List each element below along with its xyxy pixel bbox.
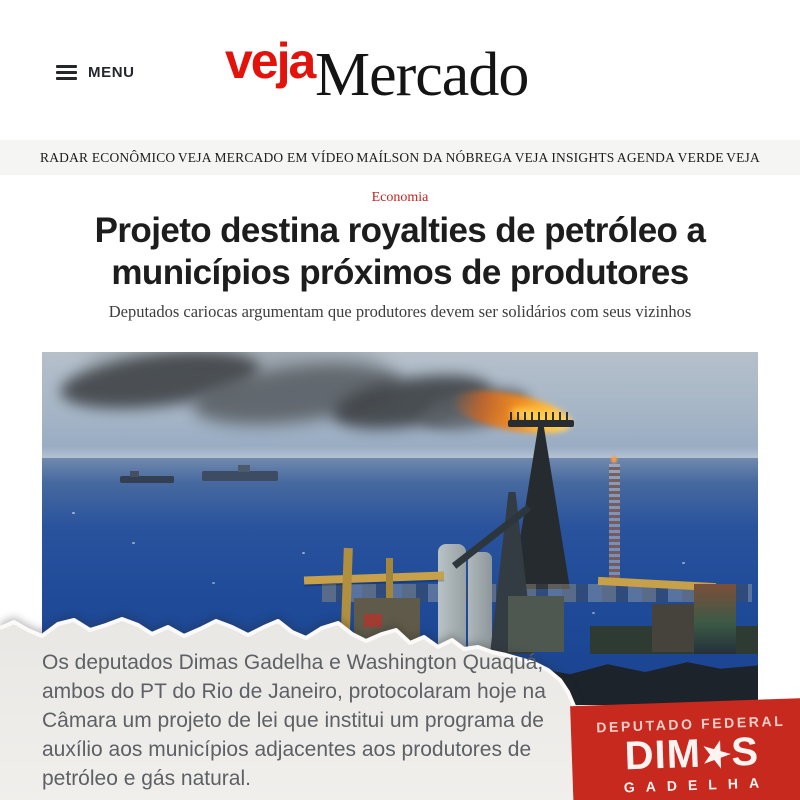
top-navigation bbox=[0, 140, 800, 175]
hamburger-icon bbox=[56, 65, 77, 80]
nav-item-radar-economico[interactable]: RADAR ECONÔMICO bbox=[40, 149, 176, 165]
nav-item-mailson-da-nobrega[interactable]: MAÍLSON DA NÓBREGA bbox=[356, 149, 513, 165]
photo-flare-tip-bar bbox=[508, 420, 574, 427]
mercado-logo-text: Mercado bbox=[315, 41, 529, 109]
menu-button[interactable] bbox=[56, 64, 135, 81]
photo-ship bbox=[202, 471, 278, 481]
photo-derrick-flare bbox=[611, 456, 617, 463]
photo-ship bbox=[120, 476, 174, 483]
nav-item-veja-insights[interactable]: VEJA INSIGHTS bbox=[514, 149, 615, 165]
deputy-badge bbox=[570, 698, 800, 800]
photo-ship-bridge bbox=[130, 471, 139, 477]
photo-derrick bbox=[609, 464, 620, 584]
headline-line-2: municípios próximos de produtores bbox=[111, 253, 689, 292]
category-label[interactable]: Economia bbox=[371, 190, 429, 205]
headline-line-1: Projeto destina royalties de petróleo a bbox=[94, 211, 706, 250]
nav-item-agenda-verde[interactable]: AGENDA VERDE bbox=[616, 149, 724, 165]
article-headline bbox=[40, 210, 760, 294]
article-body-text: Os deputados Dimas Gadelha e Washington Quaquá, ambos do PT do Rio de Janeiro, protocolaram hoje na Câmara um projeto de lei que institui um programa de auxílio aos municípios adjacentes aos produtores de petróleo e gás natural. bbox=[42, 651, 546, 790]
badge-name: DIM★S bbox=[623, 729, 760, 779]
photo-ship-bridge bbox=[238, 465, 250, 472]
nav-item-veja-mercado-em-video[interactable]: VEJA MERCADO EM VÍDEO bbox=[177, 149, 354, 165]
menu-label: MENU bbox=[88, 64, 135, 81]
star-icon: ★ bbox=[697, 731, 737, 776]
nav-item-veja[interactable]: VEJA bbox=[726, 149, 760, 165]
badge-surname: GADELHA bbox=[623, 774, 771, 796]
badge-title: DEPUTADO FEDERAL bbox=[596, 712, 786, 736]
veja-logo-text: veja bbox=[225, 33, 315, 89]
article-subheadline: Deputados cariocas argumentam que produtores devem ser solidários com seus vizinhos bbox=[108, 302, 692, 321]
photo-wave-flecks bbox=[72, 512, 75, 514]
